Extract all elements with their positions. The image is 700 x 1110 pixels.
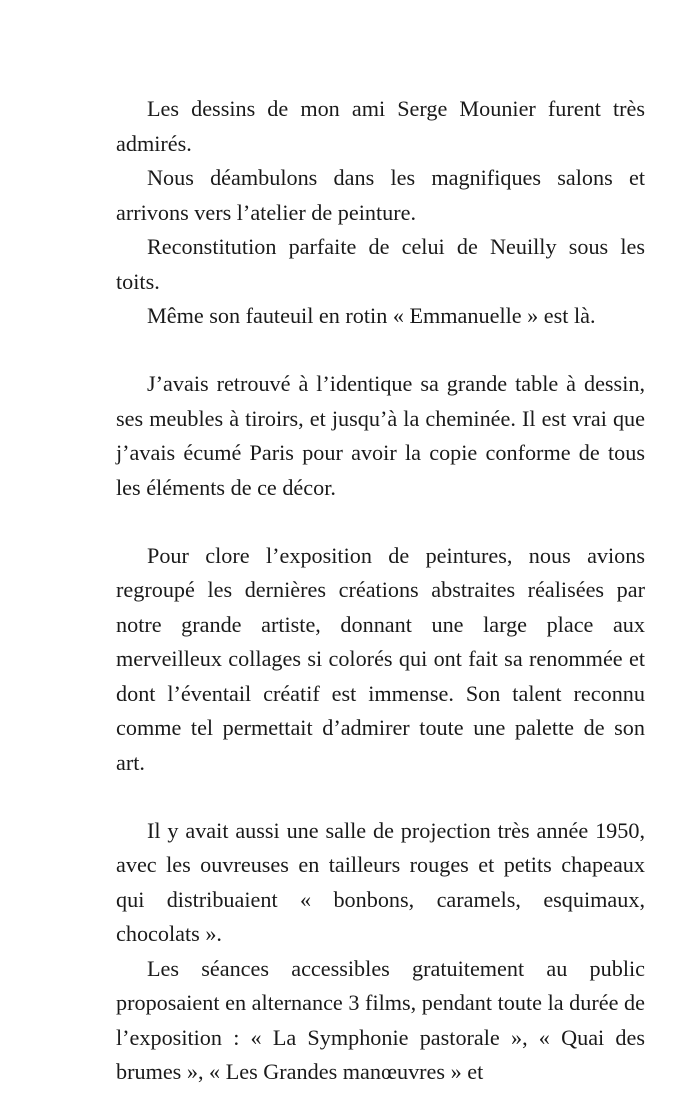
paragraph: Reconstitution parfaite de celui de Neuilly sous les toits.: [116, 234, 645, 294]
paragraph: Même son fauteuil en rotin « Emmanuelle » est là.: [147, 303, 596, 328]
paragraph: J’avais retrouvé à l’identique sa grande table à dessin, ses meubles à tiroirs, et jusqu’à la cheminée. Il est vrai que j’avais écumé Paris pour avoir la copie conforme de tous les éléments de ce décor.: [116, 371, 645, 500]
section-break: [116, 334, 645, 368]
page-text: [116, 92, 645, 1090]
paragraph: Nous déambulons dans les magnifiques salons et arrivons vers l’atelier de peinture.: [116, 165, 645, 225]
section-break: [116, 780, 645, 814]
paragraph: Les séances accessibles gratuitement au public proposaient en alternance 3 films, pendant toute la durée de l’exposition : « La Symphonie pastorale », « Quai des brumes », « Les Grandes manœuvres » et: [116, 955, 645, 1084]
paragraph: Pour clore l’exposition de peintures, nous avions regroupé les dernières créations abstraites réalisées par notre grande artiste, donnant une large place aux merveilleux collages si colorés qui ont fait sa renommée et dont l’éventail créatif est immense. Son talent reconnu comme tel permettait d’admirer toute une palette de son art.: [116, 542, 645, 775]
paragraph: Les dessins de mon ami Serge Mounier furent très admirés.: [116, 96, 645, 156]
section-break: [116, 505, 645, 539]
paragraph: Il y avait aussi une salle de projection très année 1950, avec les ouvreuses en tailleurs rouges et petits chapeaux qui distribuaient « bonbons, caramels, esquimaux, chocolats ».: [116, 817, 645, 946]
